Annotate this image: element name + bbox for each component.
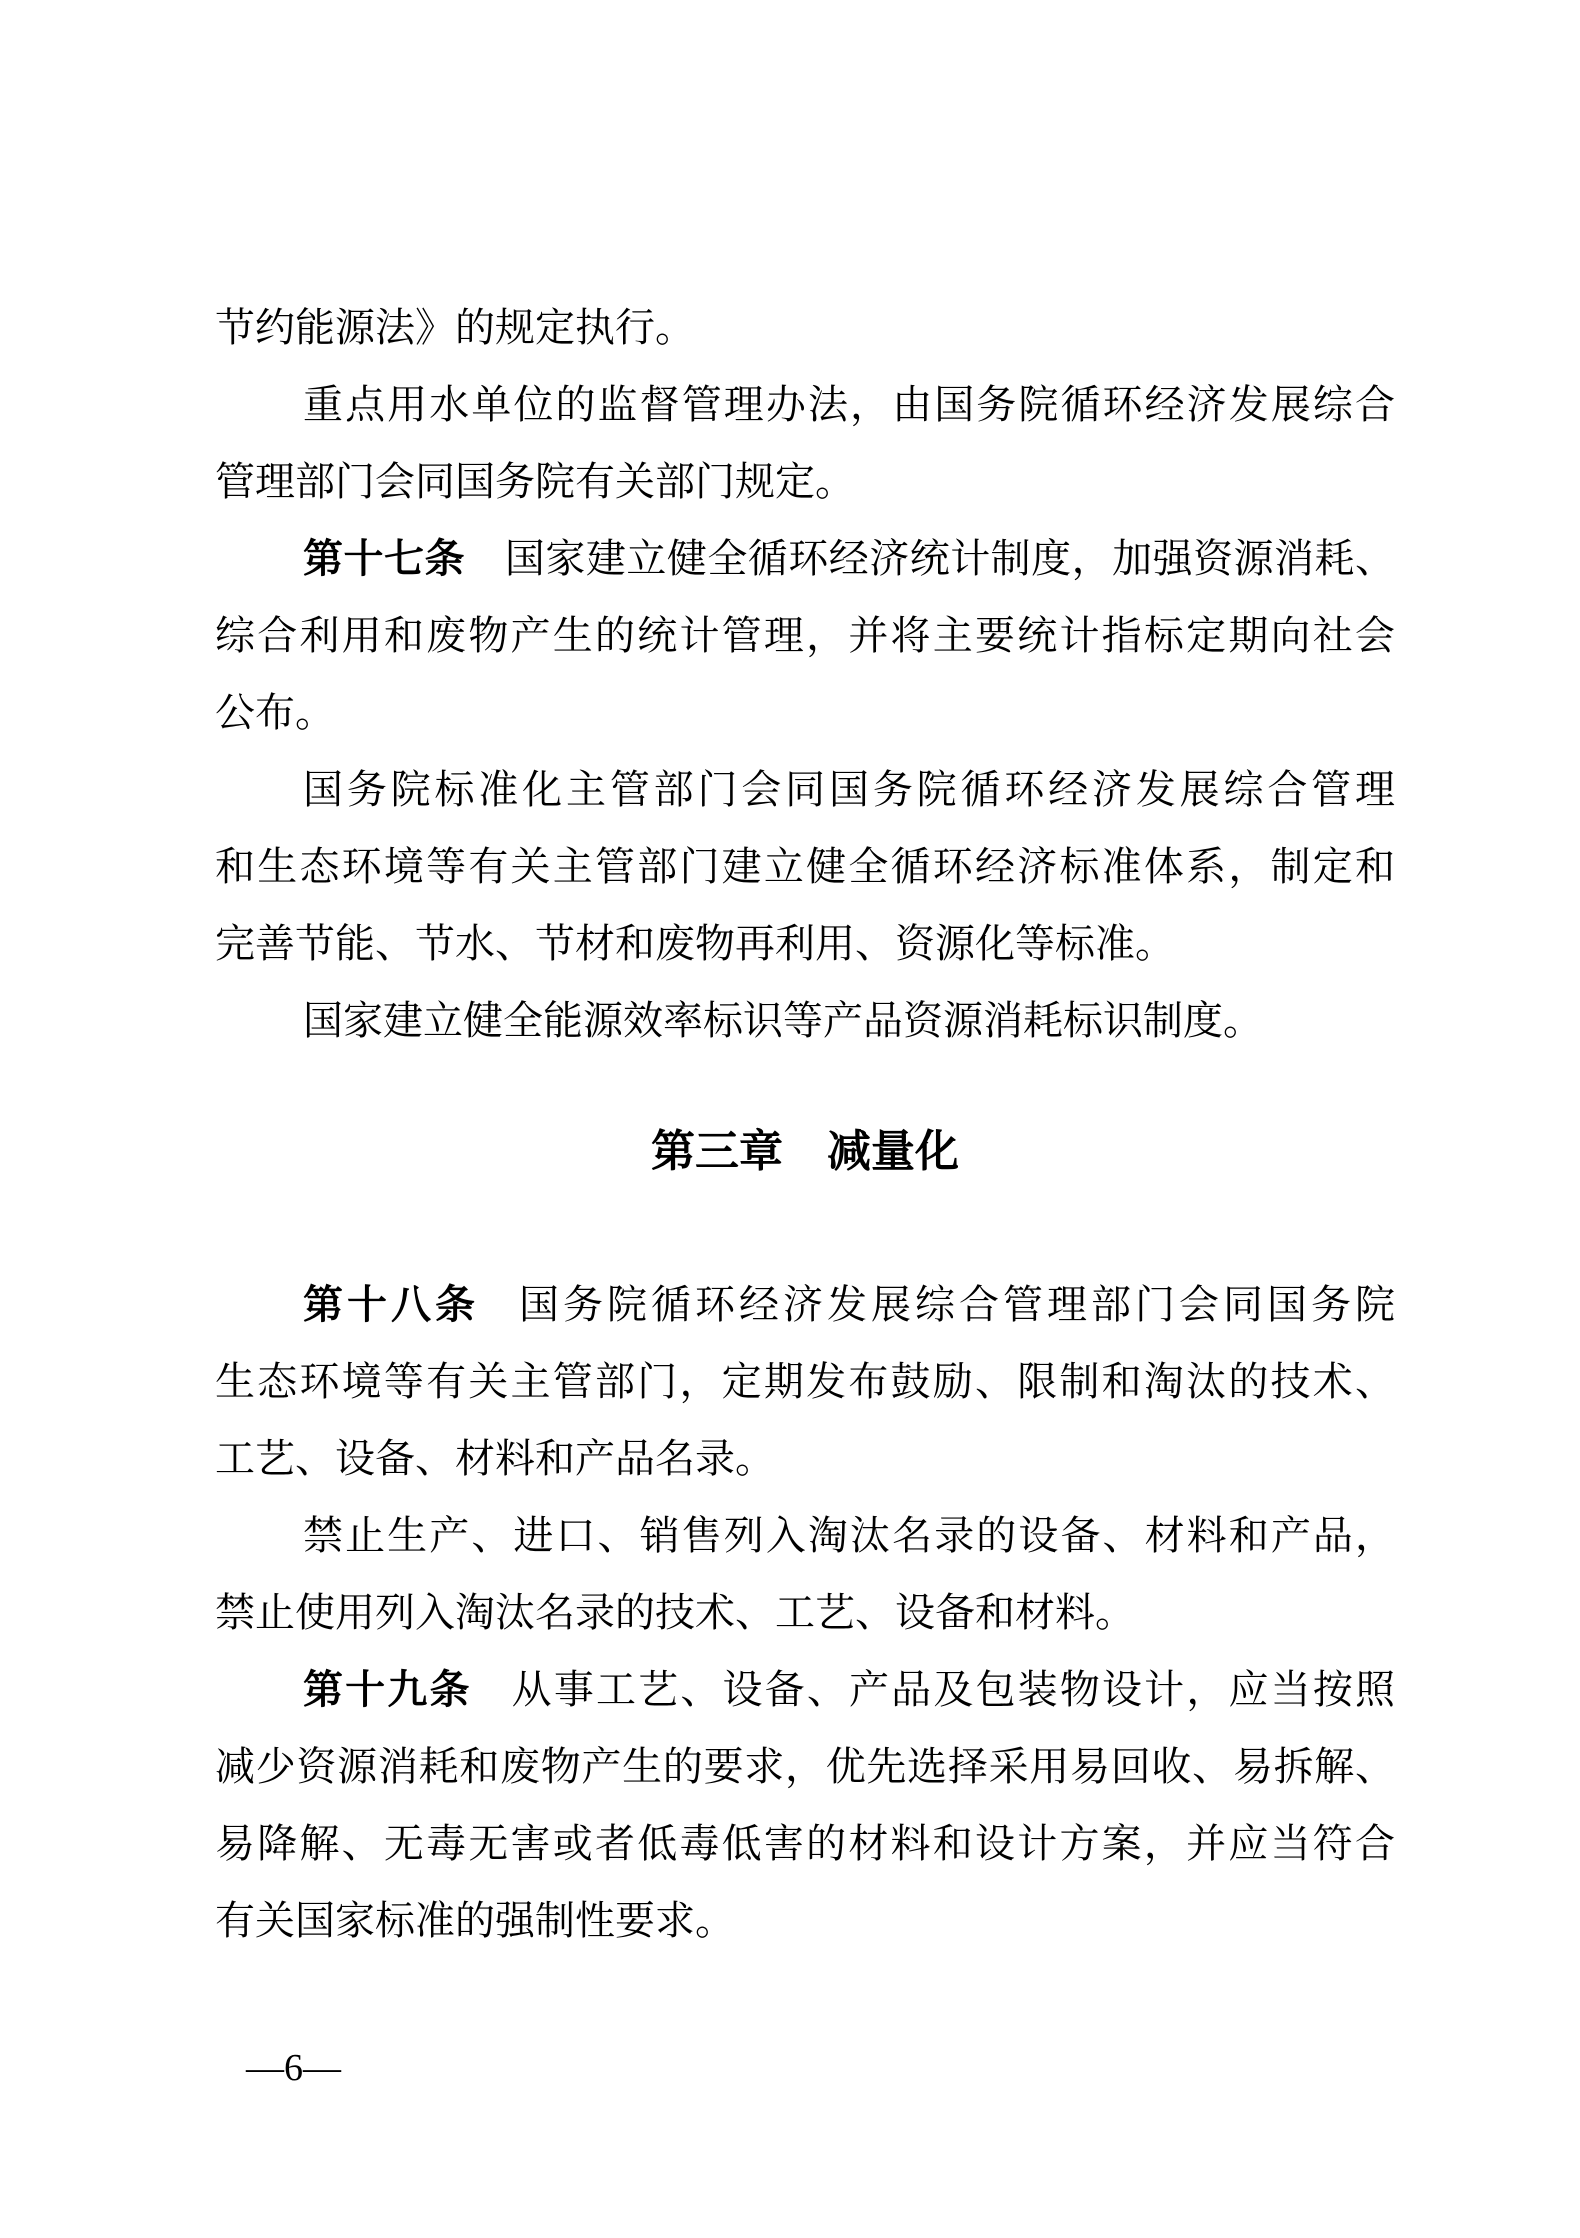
text-line: 禁止使用列入淘汰名录的技术、工艺、设备和材料。 [215,1590,1135,1635]
text-line: 易降解、无毒无害或者低毒低害的材料和设计方案，并应当符合 [215,1821,1395,1866]
document-body [215,289,1395,1959]
text-line: 生态环境等有关主管部门，定期发布鼓励、限制和淘汰的技术、 [215,1359,1395,1404]
text-line: 节约能源法》的规定执行。 [215,305,695,350]
text-line: 第十七条 国家建立健全循环经济统计制度，加强资源消耗、 [303,536,1396,581]
text-line: 工艺、设备、材料和产品名录。 [215,1436,775,1481]
text-line: 完善节能、节水、节材和废物再利用、资源化等标准。 [215,921,1175,966]
text-line: 国家建立健全能源效率标识等产品资源消耗标识制度。 [303,998,1263,1043]
text-line: 综合利用和废物产生的统计管理，并将主要统计指标定期向社会 [215,613,1395,658]
text-line: 公布。 [215,690,335,735]
text-line: 禁止生产、进口、销售列入淘汰名录的设备、材料和产品， [303,1513,1395,1558]
text-line: 减少资源消耗和废物产生的要求，优先选择采用易回收、易拆解、 [215,1744,1395,1789]
text-line: 重点用水单位的监督管理办法，由国务院循环经济发展综合 [303,382,1395,427]
text-line: 国务院标准化主管部门会同国务院循环经济发展综合管理 [303,767,1395,812]
text-line: 管理部门会同国务院有关部门规定。 [215,459,855,504]
article-number: 第十七条 [303,537,465,581]
article-number: 第十九条 [303,1668,472,1712]
text-line: 有关国家标准的强制性要求。 [215,1898,735,1943]
text-line: 第十八条 国务院循环经济发展综合管理部门会同国务院 [303,1282,1395,1327]
article-number: 第十八条 [303,1283,479,1327]
text-line: 和生态环境等有关主管部门建立健全循环经济标准体系，制定和 [215,844,1395,889]
page-number: —6— [246,2047,341,2089]
text-line: 第十九条 从事工艺、设备、产品及包装物设计，应当按照 [303,1667,1396,1712]
chapter-heading: 第三章 减量化 [651,1127,959,1176]
